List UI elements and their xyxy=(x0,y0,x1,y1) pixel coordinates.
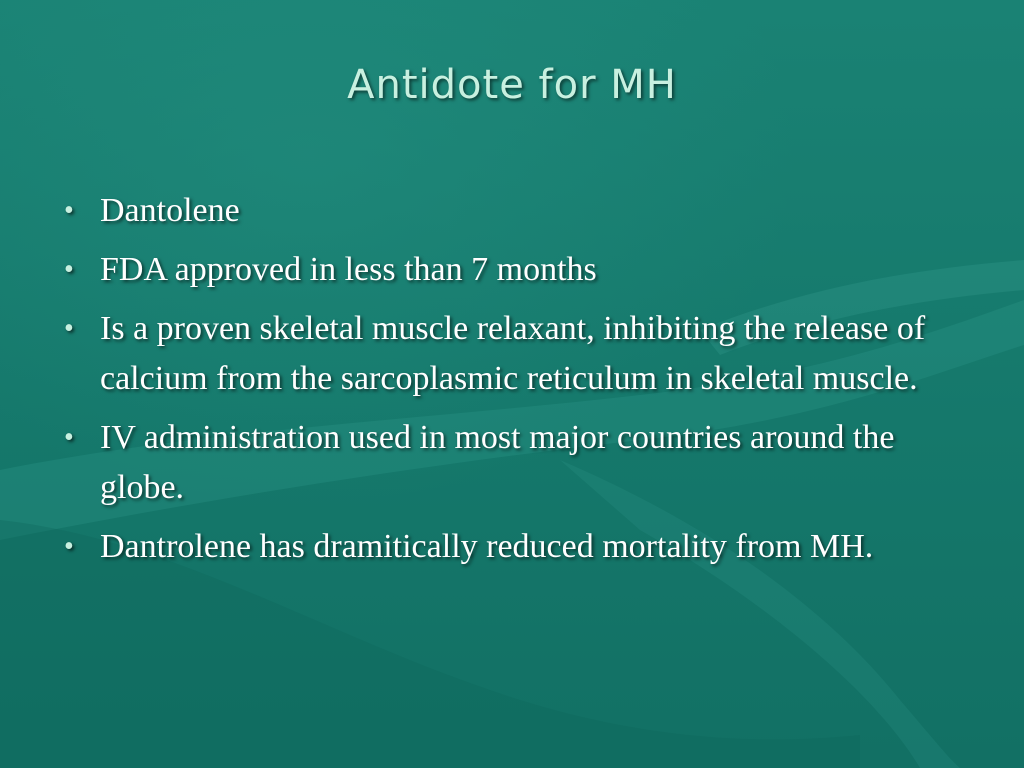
bullet-dot-icon: • xyxy=(64,313,74,344)
bullet-text: Dantolene xyxy=(100,192,240,229)
bullet-item xyxy=(60,413,960,513)
bullet-item xyxy=(60,245,960,295)
bullet-text: Dantrolene has dramitically reduced mortality from MH. xyxy=(100,528,874,565)
bullet-item xyxy=(60,186,960,236)
slide-title: Antidote for MH xyxy=(347,62,677,108)
bullet-text: IV administration used in most major countries around the globe. xyxy=(100,419,895,506)
bullet-list xyxy=(60,186,960,581)
bullet-item xyxy=(60,304,960,404)
bullet-text: Is a proven skeletal muscle relaxant, inhibiting the release of calcium from the sarcoplasmic reticulum in skeletal muscle. xyxy=(100,310,926,397)
bullet-dot-icon: • xyxy=(64,195,74,226)
bullet-text: FDA approved in less than 7 months xyxy=(100,251,597,288)
bullet-item xyxy=(60,522,960,572)
bullet-dot-icon: • xyxy=(64,254,74,285)
bullet-dot-icon: • xyxy=(64,531,74,562)
bullet-dot-icon: • xyxy=(64,422,74,453)
